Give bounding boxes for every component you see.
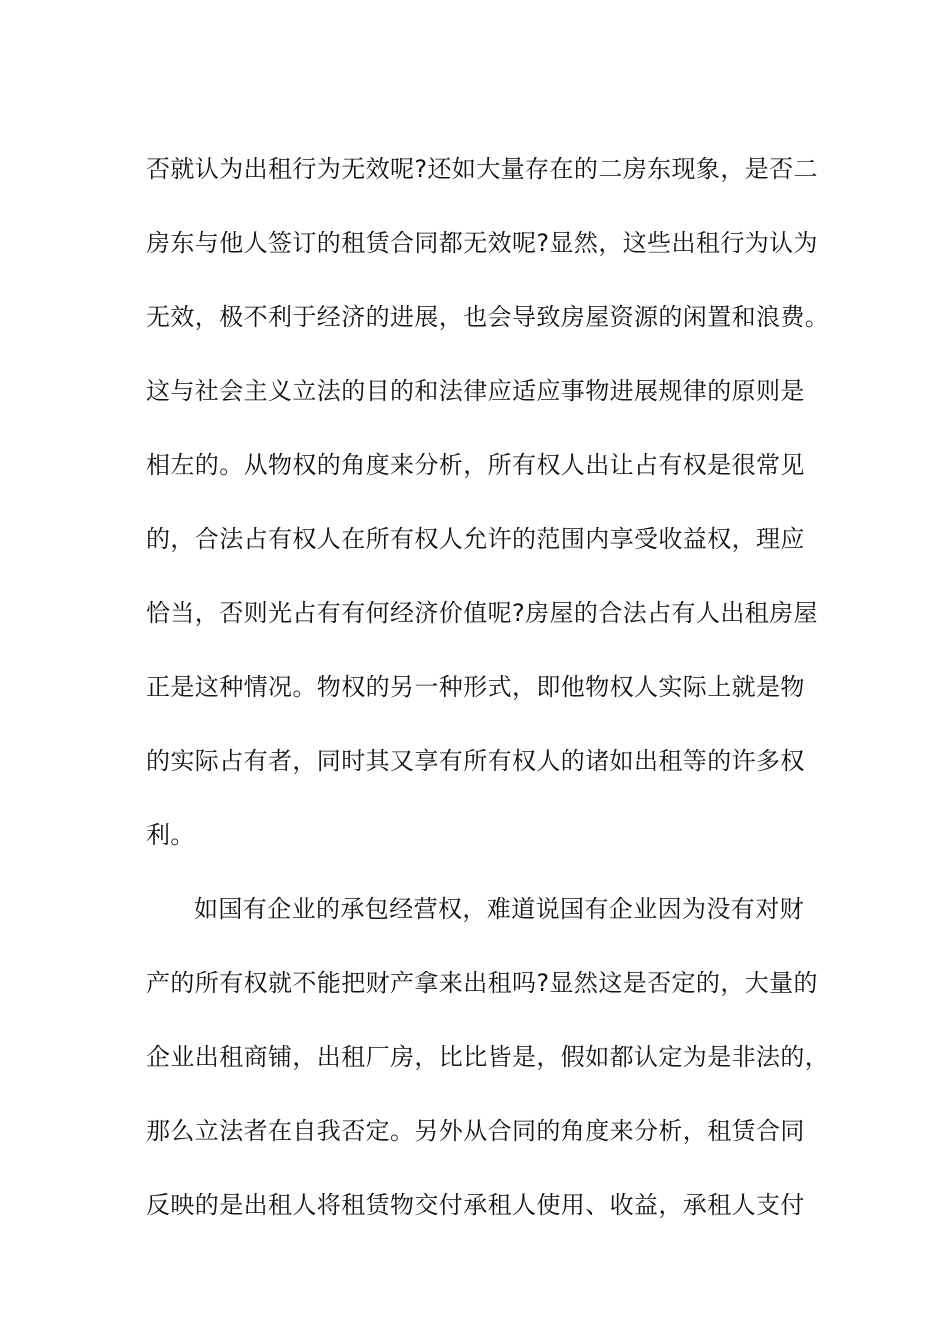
text-line: 反映的是出租人将租赁物交付承租人使用、收益，承租人支付	[146, 1191, 805, 1219]
text-line: 房东与他人签订的租赁合同都无效呢?显然，这些出租行为认为	[146, 229, 818, 257]
text-line: 恰当，否则光占有有何经济价值呢?房屋的合法占有人出租房屋	[146, 599, 818, 627]
text-line: 产的所有权就不能把财产拿来出租吗?显然这是否定的，大量的	[146, 969, 818, 997]
text-line: 这与社会主义立法的目的和法律应适应事物进展规律的原则是	[146, 377, 805, 405]
text-line: 的，合法占有权人在所有权人允许的范围内享受收益权，理应	[146, 525, 805, 553]
paragraph-start-line: 如国有企业的承包经营权，难道说国有企业因为没有对财	[194, 895, 804, 923]
text-line: 相左的。从物权的角度来分析，所有权人出让占有权是很常见	[146, 451, 805, 479]
text-line: 正是这种情况。物权的另一种形式，即他物权人实际上就是物	[146, 673, 805, 701]
document-body	[146, 132, 830, 1242]
text-line: 那么立法者在自我否定。另外从合同的角度来分析，租赁合同	[146, 1117, 805, 1145]
text-line: 企业出租商铺，出租厂房，比比皆是，假如都认定为是非法的，	[146, 1043, 830, 1071]
text-line: 利。	[146, 821, 195, 849]
text-line: 无效，极不利于经济的进展，也会导致房屋资源的闲置和浪费。	[146, 303, 830, 331]
text-line: 否就认为出租行为无效呢?还如大量存在的二房东现象，是否二	[146, 155, 818, 183]
text-line: 的实际占有者，同时其又享有所有权人的诸如出租等的许多权	[146, 747, 805, 775]
